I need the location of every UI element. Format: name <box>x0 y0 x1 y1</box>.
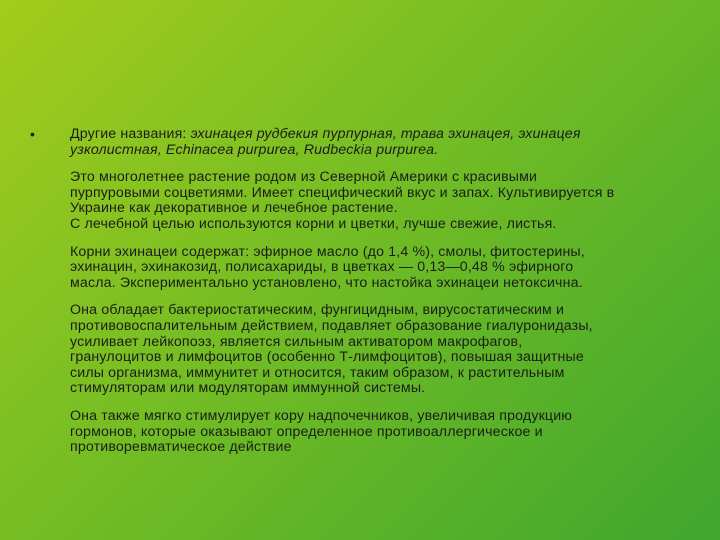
paragraph-line: гормонов, которые оказывают определенное противоаллергическое и <box>70 423 543 440</box>
paragraph-line: усиливает лейкопоэз, является сильным активатором макрофагов, <box>70 333 523 350</box>
paragraph-line: пурпуровыми соцветиями. Имеет специфический вкус и запах. Культивируется в <box>70 184 615 201</box>
intro-names-part-1: эхинацея рудбекия пурпурная, трава эхинацея, эхинацея <box>186 126 581 142</box>
hormones-paragraph <box>70 409 690 456</box>
slide-body <box>30 127 690 468</box>
paragraph-line: гранулоцитов и лимфоцитов (особенно Т-лимфоцитов), повышая защитные <box>70 349 584 366</box>
effects-paragraph <box>70 303 690 397</box>
paragraph-line: Украине как декоративное и лечебное растение. <box>70 200 398 217</box>
paragraph-line: стимуляторам или модуляторам иммунной системы. <box>70 380 426 397</box>
paragraph-line: С лечебной целью используются корни и цветки, лучше свежие, листья. <box>70 215 557 232</box>
composition-paragraph <box>70 245 690 292</box>
paragraph-line: силы организма, иммунитет и относится, таким образом, к растительным <box>70 364 565 381</box>
intro-names-part-2: узколистная, Echinacea purpurea, Rudbeckia purpurea. <box>70 141 439 158</box>
paragraph-line: противоревматическое действие <box>70 439 292 456</box>
intro-paragraph <box>70 127 690 158</box>
paragraph-line: Это многолетнее растение родом из Северной Америки с красивыми <box>70 169 538 186</box>
paragraph-line: масла. Экспериментально установлено, что настойка эхинацеи нетоксична. <box>70 274 583 291</box>
bullet-item <box>30 127 690 468</box>
bullet-content <box>70 127 690 468</box>
paragraph-line: Она обладает бактериостатическим, фунгицидным, вирусостатическим и <box>70 302 565 319</box>
description-paragraph <box>70 170 690 232</box>
bullet-dot: • <box>30 126 35 142</box>
intro-label: Другие названия: <box>70 126 187 142</box>
paragraph-line: эхинацин, эхинакозид, полисахариды, в цветках — 0,13—0,48 % эфирного <box>70 259 574 276</box>
paragraph-line: противовоспалительным действием, подавляет образование гиалуронидазы, <box>70 317 593 334</box>
paragraph-line: Она также мягко стимулирует кору надпочечников, увеличивая продукцию <box>70 407 573 424</box>
paragraph-line: Корни эхинацеи содержат: эфирное масло (до 1,4 %), смолы, фитостерины, <box>70 243 585 260</box>
intro-line-1 <box>70 127 690 143</box>
